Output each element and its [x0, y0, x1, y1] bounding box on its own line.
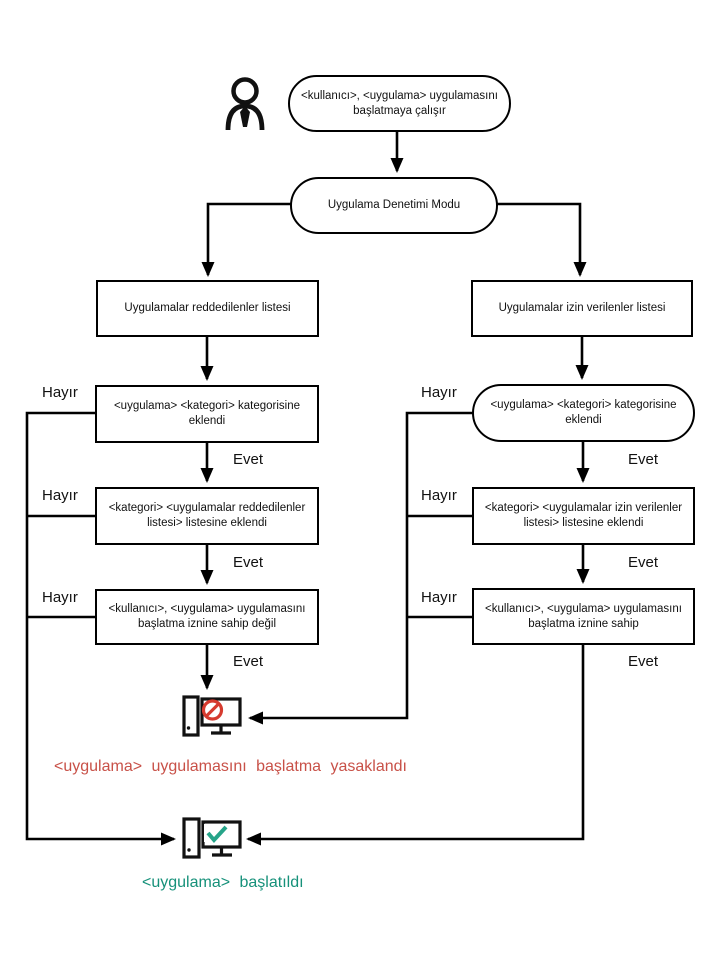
label-no-deny-3: Hayır	[42, 589, 78, 606]
node-denylist	[96, 280, 319, 337]
node-deny-no-permission	[95, 589, 319, 645]
edge-control-to-allowlist	[496, 204, 580, 275]
node-allow-category	[472, 384, 695, 442]
node-deny-category-label: <uygulama> <kategori> kategorisine eklendi	[113, 400, 301, 427]
rail-allow-no-to-blocked	[250, 413, 474, 718]
node-allow-category-label: <uygulama> <kategori> kategorisine eklendi	[490, 399, 677, 426]
label-yes-deny-3: Evet	[233, 653, 264, 670]
edge-control-to-denylist	[208, 204, 292, 275]
node-deny-list-added	[95, 487, 319, 545]
node-allowlist	[471, 280, 693, 337]
label-yes-allow-1: Evet	[628, 451, 659, 468]
node-deny-category	[95, 385, 319, 443]
computer-blocked-icon	[184, 697, 240, 735]
user-icon	[228, 80, 262, 131]
node-user-attempt-label: <kullanıcı>, <uygulama> uygulamasını başlatmaya çalışır	[301, 89, 498, 117]
node-user-attempt	[288, 75, 511, 132]
label-no-allow-2: Hayır	[421, 487, 457, 504]
rail-allow-yes-to-started	[248, 644, 583, 839]
label-no-allow-3: Hayır	[421, 589, 457, 606]
node-denylist-label: Uygulamalar reddedilenler listesi	[124, 302, 291, 315]
prohibition-icon	[204, 701, 222, 719]
result-blocked-label: <uygulama> uygulamasını başlatma yasaklandı	[54, 758, 407, 775]
label-no-deny-1: Hayır	[42, 384, 78, 401]
node-allow-permission	[472, 588, 695, 645]
result-started-label: <uygulama> başlatıldı	[142, 874, 304, 891]
label-no-allow-1: Hayır	[421, 384, 457, 401]
label-yes-deny-1: Evet	[233, 451, 264, 468]
label-yes-allow-2: Evet	[628, 554, 659, 571]
label-yes-allow-3: Evet	[628, 653, 659, 670]
node-deny-no-permission-label: <kullanıcı>, <uygulama> uygulamasını başlatma iznine sahip değil	[108, 603, 306, 630]
node-deny-list-added-label: <kategori> <uygulamalar reddedilenler listesi> listesine eklendi	[108, 502, 306, 529]
node-control-mode-label: Uygulama Denetimi Modu	[327, 199, 461, 212]
node-control-mode	[290, 177, 498, 234]
computer-started-icon	[184, 819, 240, 857]
checkmark-icon	[204, 824, 228, 842]
label-no-deny-2: Hayır	[42, 487, 78, 504]
node-allow-list-added	[472, 487, 695, 545]
node-allowlist-label: Uygulamalar izin verilenler listesi	[498, 302, 666, 315]
node-allow-list-added-label: <kategori> <uygulamalar izin verilenler listesi> listesine eklendi	[484, 502, 683, 529]
label-yes-deny-2: Evet	[233, 554, 264, 571]
node-allow-permission-label: <kullanıcı>, <uygulama> uygulamasını başlatma iznine sahip	[485, 602, 682, 630]
